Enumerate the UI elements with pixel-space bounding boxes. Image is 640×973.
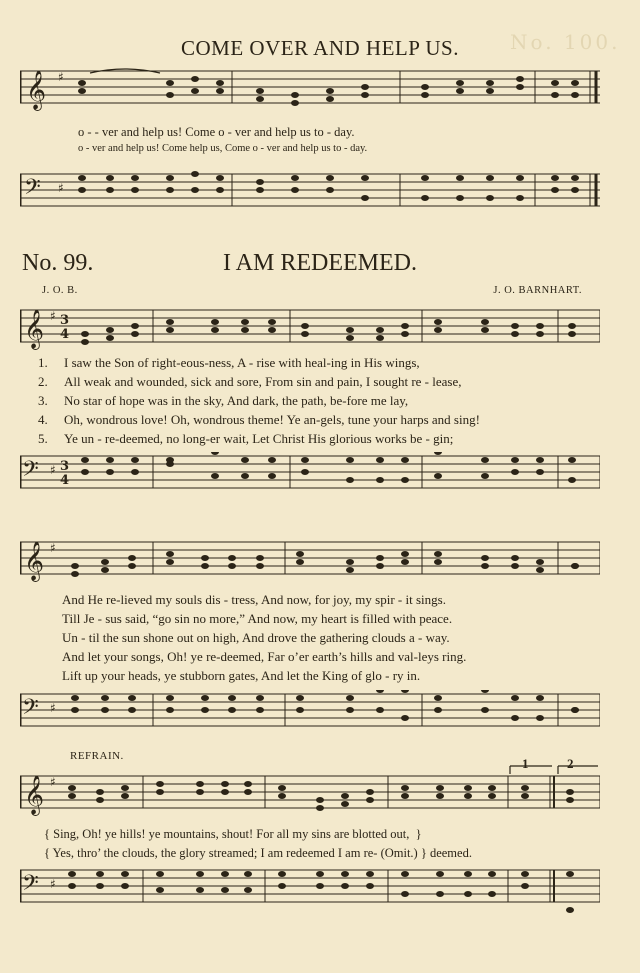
svg-text:♯: ♯ — [58, 181, 64, 195]
hymn-title: I AM REDEEMED. — [223, 250, 417, 276]
verse-line-cont: And He re-lieved my souls dis - tress, And now, for joy, my spir - it sings. — [62, 592, 446, 607]
first-ending: 1 — [522, 756, 529, 771]
staff-treble-song1 — [20, 67, 600, 110]
svg-text:♯: ♯ — [50, 775, 56, 789]
verse-line: 4. Oh, wondrous love! Oh, wondrous theme! Ye an-gels, tune your harps and sing! — [38, 412, 480, 427]
svg-text:𝄢: 𝄢 — [24, 175, 41, 205]
verse-line: 1. I saw the Son of right-eous-ness, A - rise with heal-ing in His wings, — [38, 355, 420, 370]
svg-text:♯: ♯ — [50, 701, 56, 715]
hymn-number: No. 99. — [22, 250, 94, 276]
svg-text:♯: ♯ — [50, 541, 56, 555]
staff-bass-system2 — [20, 690, 600, 730]
refrain-lyric-2: { Yes, thro’ the clouds, the glory streamed; I am redeemed I am re- (Omit.) } deemed. — [44, 846, 472, 860]
verse-line: 5. Ye un - re-deemed, no long-er wait, Let Christ His glorious works be - gin; — [38, 431, 454, 446]
svg-text:𝄢: 𝄢 — [22, 457, 39, 487]
staff-treble-system2 — [20, 538, 600, 581]
bleed-through-text: No. 100. — [510, 30, 621, 54]
refrain-label: REFRAIN. — [70, 750, 124, 762]
lyric-song1-bottom: o - ver and help us! Come help us, Come o - ver and help us to - day. — [78, 143, 368, 154]
svg-text:3: 3 — [60, 459, 70, 474]
refrain-lyric-1: { Sing, Oh! ye hills! ye mountains, shout! For all my sins are blotted out, } — [44, 827, 422, 841]
composer-credit: J. O. BARNHART. — [493, 285, 582, 296]
verse-line-cont: And let your songs, Oh! ye re-deemed, Far o’er earth’s hills and val-leys ring. — [62, 649, 467, 664]
svg-text:𝄢: 𝄢 — [22, 871, 39, 901]
second-ending: 2 — [567, 756, 574, 771]
verse-line: 3. No star of hope was in the sky, And dark, the path, be-fore me lay, — [38, 393, 409, 408]
svg-text:♯: ♯ — [50, 309, 56, 323]
verse-line-cont: Till Je - sus said, “go sin no more,” And now, my heart is filled with peace. — [62, 611, 453, 626]
svg-text:4: 4 — [60, 327, 70, 342]
svg-text:𝄞: 𝄞 — [24, 541, 45, 581]
svg-text:4: 4 — [60, 473, 70, 488]
staff-bass-system1 — [20, 452, 600, 492]
verse-line-cont: Un - til the sun shone out on high, And drove the gathering clouds a - way. — [62, 630, 450, 645]
song-title: COME OVER AND HELP US. — [181, 36, 459, 60]
svg-text:𝄢: 𝄢 — [22, 695, 39, 725]
staff-treble-refrain — [20, 772, 600, 815]
staff-treble-system1 — [20, 306, 600, 349]
svg-text:♯: ♯ — [50, 463, 56, 477]
svg-text:𝄞: 𝄞 — [24, 775, 45, 815]
verse-line: 2. All weak and wounded, sick and sore, From sin and pain, I sought re - lease, — [38, 374, 462, 389]
svg-text:𝄞: 𝄞 — [24, 309, 45, 349]
svg-text:♯: ♯ — [50, 877, 56, 891]
verse-line-cont: Lift up your heads, ye stubborn gates, And let the King of glo - ry in. — [62, 668, 421, 683]
svg-text:3: 3 — [60, 313, 70, 328]
staff-bass-song1 — [20, 170, 600, 210]
staff-bass-refrain — [20, 866, 600, 906]
svg-text:♯: ♯ — [58, 70, 64, 84]
svg-text:𝄞: 𝄞 — [26, 70, 47, 110]
lyric-song1-top: o - - ver and help us! Come o - ver and help us to - day. — [78, 125, 355, 139]
lyricist-credit: J. O. B. — [42, 285, 78, 296]
